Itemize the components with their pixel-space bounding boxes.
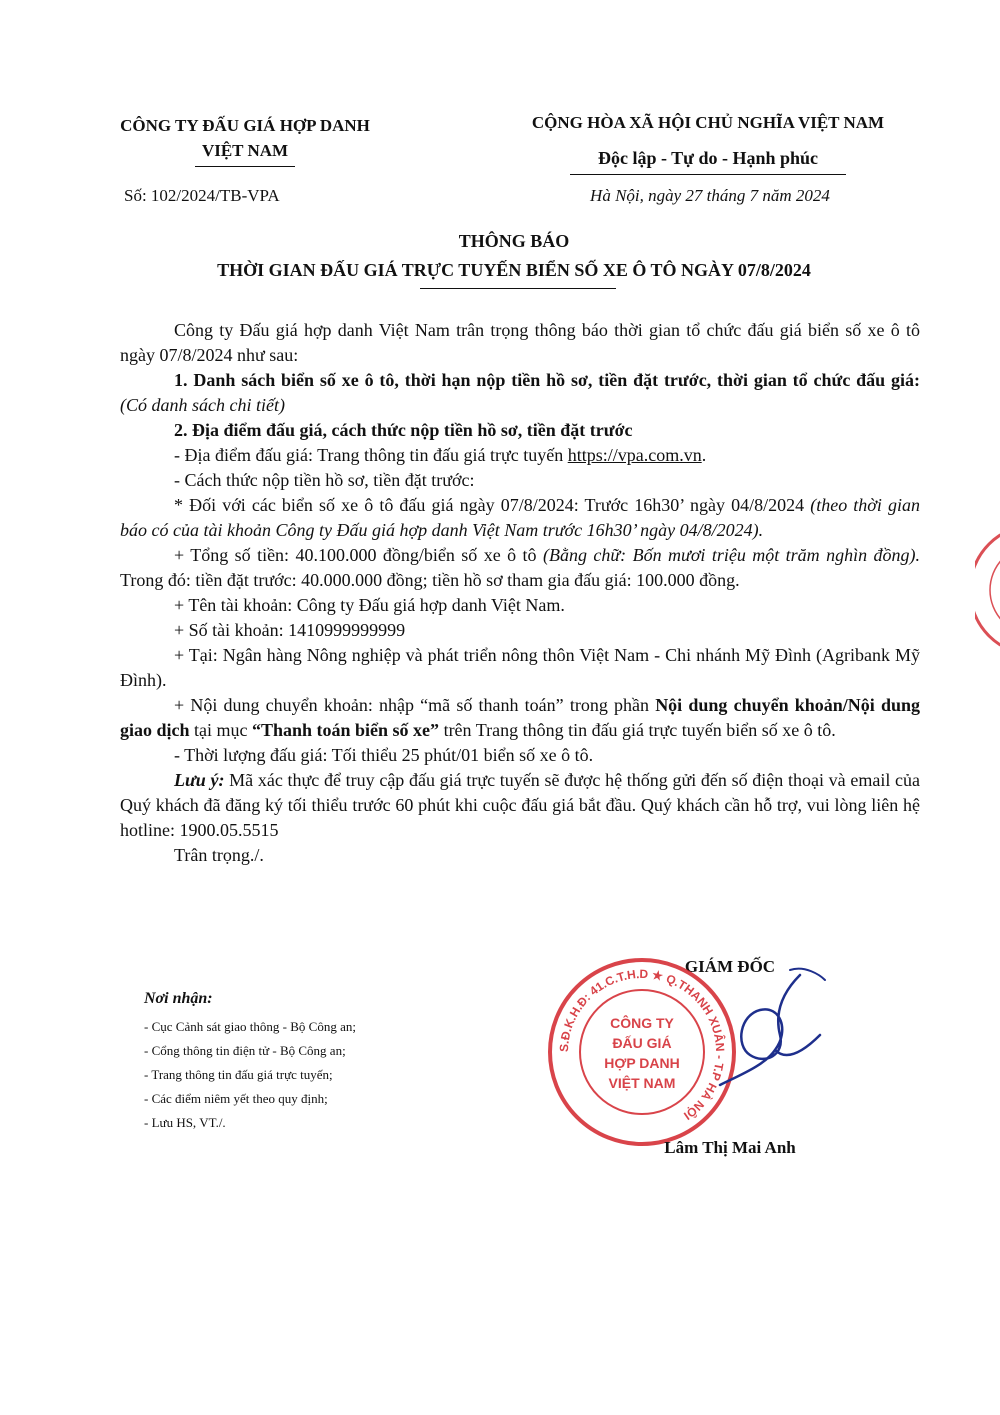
seal-line3: HỢP DANH [604,1055,680,1071]
issuer-name [80,113,410,167]
website-link[interactable]: https://vpa.com.vn [567,445,702,465]
title-underline [420,288,616,289]
document-subtitle: THỜI GIAN ĐẤU GIÁ TRỰC TUYẾN BIỂN SỐ XE Ô TÔ NGÀY 07/8/2024 [217,260,811,280]
transfer-section-name: “Thanh toán biển số xe” [252,720,440,740]
recipient-item: - Các điểm niêm yết theo quy định; [144,1091,328,1106]
notice-body [120,318,920,868]
intro-paragraph: Công ty Đấu giá hợp danh Việt Nam trân trọng thông báo thời gian tổ chức đấu giá biển số xe ô tô ngày 07/8/2024 như sau: [120,320,920,365]
payment-deadline [120,493,920,543]
recipients-heading: Nơi nhận: [144,990,213,1007]
note-text: Mã xác thực để truy cập đấu giá trực tuyến sẽ được hệ thống gửi đến số điện thoại và email của Quý khách đã đăng ký tối thiểu trước 60 phút khi cuộc đấu giá bắt đầu. Quý khách cần hỗ trợ, vui lòng liên hệ hotline: 1900.05.5515 [120,770,921,840]
motto-underline [570,174,846,175]
total-amount-words: (Bằng chữ: Bốn mươi triệu một trăm nghìn đồng). [542,545,920,565]
signature-scribble-icon [680,955,830,1105]
payment-deadline-text: * Đối với các biển số xe ô tô đấu giá ngày 07/8/2024: Trước 16h30’ ngày 04/8/2024 [174,495,805,515]
recipients-block [144,987,356,1135]
issuer-line1: CÔNG TY ĐẤU GIÁ HỢP DANH [120,116,370,135]
transfer-field-name: Nội dung chuyển khoản/Nội dung giao dịch [120,695,921,740]
payment-deadline-note: (theo thời gian báo có của tài khoản Công ty Đấu giá hợp danh Việt Nam trước 16h30’ ngày 04/8/2024). [120,495,921,540]
document-number: Số: 102/2024/TB-VPA [124,186,280,205]
recipient-item: - Trang thông tin đấu giá trực tuyến; [144,1067,333,1082]
section-1 [120,368,920,418]
signer-name: Lâm Thị Mai Anh [664,1138,796,1157]
issuer-line2: VIỆT NAM [201,141,289,160]
total-amount-text: + Tổng số tiền: 40.100.000 đồng/biển số xe ô tô [174,545,537,565]
recipient-item: - Lưu HS, VT./. [144,1115,226,1130]
payment-method: - Cách thức nộp tiền hồ sơ, tiền đặt trước: [174,470,475,490]
transfer-text-c: trên Trang thông tin đấu giá trực tuyến biển số xe ô tô. [443,720,836,740]
auction-location: - Địa điểm đấu giá: Trang thông tin đấu giá trực tuyến https://vpa.com.vn. [174,445,707,465]
section-2-heading: 2. Địa điểm đấu giá, cách thức nộp tiền hồ sơ, tiền đặt trước [174,420,633,440]
recipient-item: - Cục Cảnh sát giao thông - Bộ Công an; [144,1019,356,1034]
closing-line: Trân trọng./. [174,845,264,865]
note-paragraph [120,768,920,843]
section-1-heading: 1. Danh sách biển số xe ô tô, thời hạn nộp tiền hồ sơ, tiền đặt trước, thời gian tổ chức đấu giá: [174,370,920,390]
signer-title: GIÁM ĐỐC [684,957,776,976]
total-amount-breakdown: Trong đó: tiền đặt trước: 40.000.000 đồng; tiền hồ sơ tham gia đấu giá: 100.000 đồng. [120,570,740,590]
national-motto: Độc lập - Tự do - Hạnh phúc [597,148,819,168]
account-number: + Số tài khoản: 1410999999999 [174,620,406,640]
place-date: Hà Nội, ngày 27 tháng 7 năm 2024 [590,186,830,205]
issuer-underline [195,166,295,167]
seal-line2: ĐẤU GIÁ [612,1035,672,1051]
bank-name: + Tại: Ngân hàng Nông nghiệp và phát triển nông thôn Việt Nam - Chi nhánh Mỹ Đình (Agribank Mỹ Đình). [120,645,920,690]
seal-ring-text: S.Đ.K.H.Đ: 41.C.T.H.D ★ Q.THANH XUÂN - T.P HÀ NỘI [556,966,728,1123]
section-1-note: (Có danh sách chi tiết) [120,395,285,415]
page-edge-seal-icon [975,520,1000,660]
seal-line1: CÔNG TY [610,1015,674,1031]
auction-duration: - Thời lượng đấu giá: Tối thiểu 25 phút/01 biển số xe ô tô. [174,745,594,765]
account-name: + Tên tài khoản: Công ty Đấu giá hợp danh Việt Nam. [174,595,565,615]
recipient-item: - Cổng thông tin điện tử - Bộ Công an; [144,1043,346,1058]
total-amount [120,543,920,593]
republic-name: CỘNG HÒA XÃ HỘI CHỦ NGHĨA VIỆT NAM [531,113,885,132]
auction-location-text: - Địa điểm đấu giá: Trang thông tin đấu giá trực tuyến [174,445,564,465]
transfer-text-a: + Nội dung chuyển khoản: nhập “mã số thanh toán” trong phần [174,695,649,715]
transfer-text-b: tại mục [194,720,248,740]
note-label: Lưu ý: [174,770,225,790]
seal-line4: VIỆT NAM [608,1075,676,1091]
document-title: THÔNG BÁO [458,231,570,251]
transfer-content [120,693,920,743]
